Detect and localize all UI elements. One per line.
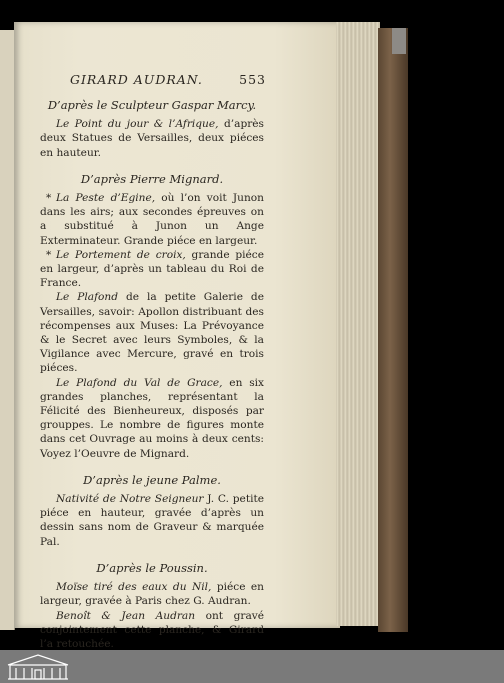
running-head: GIRARD AUDRAN. xyxy=(70,72,203,87)
entry-paragraph xyxy=(40,117,264,160)
entry-paragraph xyxy=(40,580,264,608)
entry-title: La Peste d’Egine, xyxy=(56,192,156,205)
entry-text: d’après deux Statues de Versailles, deux piéces en hauteur. xyxy=(40,118,264,159)
entry-title: Moïse tiré des eaux du Nil, xyxy=(56,581,212,594)
page-number: 553 xyxy=(239,72,266,87)
page-edges xyxy=(336,22,380,626)
entry-paragraph xyxy=(40,191,264,248)
entry-title: Nativité de Notre Seigneur xyxy=(56,493,204,506)
entry-paragraph xyxy=(40,290,264,375)
entry-title: Le Portement de croix, xyxy=(56,248,186,261)
running-header xyxy=(70,72,266,87)
entry-text: de la petite Galerie de Versailles, savoir: Apollon distribuant des récompenses aux Muses: La Prévoyance & le Secret avec leurs Symboles, & la Vigilance avec Mercure, gravé en trois piéces. xyxy=(40,291,264,375)
section-heading: D’après Pierre Mignard. xyxy=(80,171,224,186)
entry-title: Le Plafond du Val de Grace, xyxy=(56,376,223,389)
viewer-footer xyxy=(0,650,504,683)
entry-text: en six grandes planches, représentant la Félicité des Bienheureux, disposés par grouppes. Le nombre de figures monte dans cet Ouvrage au moins à deux cents: Voyez l’Oeuvre de Mignard. xyxy=(40,376,264,460)
entry-text: où l’on voit Junon dans les airs; aux secondes épreuves on a substitué à Junon un Ange Exterminateur. Grande piéce en largeur. xyxy=(40,192,264,247)
facing-page-edge xyxy=(0,30,15,630)
entry-paragraph xyxy=(40,248,264,291)
entry-text: piéce en largeur, gravée à Paris chez G. Audran. xyxy=(40,581,265,608)
asterisk-mark: * xyxy=(46,192,52,205)
library-logo-icon xyxy=(6,653,70,680)
entry-paragraph xyxy=(40,376,264,461)
section-heading: D’après le Poussin. xyxy=(96,560,208,575)
cover-corner xyxy=(392,28,406,54)
entry-title: Benoît & Jean Audran xyxy=(56,609,196,622)
entry-text: grande piéce en largeur, d’après un tableau du Roi de France. xyxy=(40,248,264,290)
entry-title: Le Point du jour & l’Afrique, xyxy=(56,118,219,131)
section-heading: D’après le Sculpteur Gaspar Marcy. xyxy=(47,98,257,112)
book-cover xyxy=(378,28,408,632)
entry-text: ont gravé conjointement cette planche, & Girard l’a retouchée. xyxy=(40,609,265,650)
entry-title: Le Plafond xyxy=(56,291,118,304)
page-body xyxy=(40,98,264,665)
entry-text: J. C. petite piéce en hauteur, gravée d’après un dessin sans nom de Graveur & marquée Pal. xyxy=(40,493,265,548)
asterisk-mark: * xyxy=(46,248,52,261)
section-heading: D’après le jeune Palme. xyxy=(83,472,221,487)
entry-paragraph xyxy=(40,609,264,652)
entry-paragraph xyxy=(40,492,264,549)
